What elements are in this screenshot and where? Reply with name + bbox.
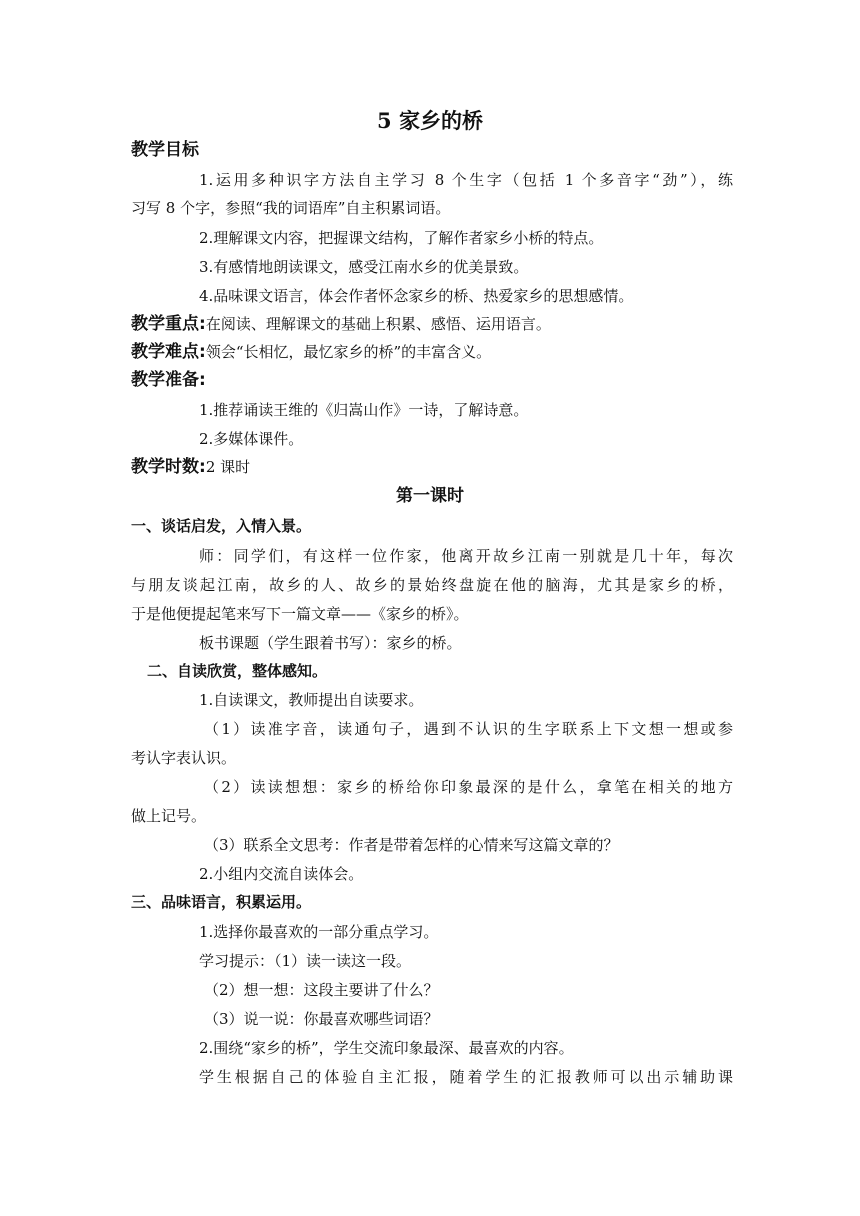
prep-item-1: 1.推荐诵读王维的《归嵩山作》一诗，了解诗意。 [199,401,529,419]
section-1-line-4: 板书课题（学生跟着书写）：家乡的桥。 [199,634,462,652]
section-2-line-3: 考认字表认识。 [131,749,237,767]
section-2-line-6: （3）联系全文思考：作者是带着怎样的心情来写这篇文章的？ [204,836,619,854]
prep-item-2: 2.多媒体课件。 [199,430,304,448]
key-point-label: 教学重点: [131,314,206,334]
difficulty-row [131,342,491,362]
section-3-line-2: 学习提示：（1）读一读这一段。 [199,952,412,970]
time-label: 教学时数: [131,457,206,477]
section-3-line-4: （3）说一说：你最喜欢哪些词语？ [204,1010,439,1028]
section-1-line-1: 师：同学们，有这样一位作家，他离开故乡江南一别就是几十年，每次 [199,547,733,565]
prep-heading: 教学准备: [131,370,206,390]
goal-1-line-2: 习写 8 个字，参照“我的词语库”自主积累词语。 [131,199,451,217]
difficulty-text: 领会“长相忆，最忆家乡的桥”的丰富含义。 [205,343,492,361]
section-1-line-2: 与朋友谈起江南，故乡的人、故乡的景始终盘旋在他的脑海，尤其是家乡的桥， [131,576,733,594]
section-2-line-5: 做上记号。 [131,807,207,825]
key-point-text: 在阅读、理解课文的基础上积累、感悟、运用语言。 [205,315,551,333]
section-3-line-6: 学生根据自己的体验自主汇报，随着学生的汇报教师可以出示辅助课 [199,1068,733,1086]
section-2-line-7: 2.小组内交流自读体会。 [199,865,364,883]
goal-4: 4.品味课文语言，体会作者怀念家乡的桥、热爱家乡的思想感情。 [199,287,634,305]
goals-heading: 教学目标 [131,140,199,160]
goal-3: 3.有感情地朗读课文，感受江南水乡的优美景致。 [199,258,529,276]
difficulty-label: 教学难点: [131,342,206,362]
section-2-line-2: （1）读准字音，读通句子，遇到不认识的生字联系上下文想一想或参 [204,720,733,738]
lesson-heading: 第一课时 [396,486,464,506]
section-3-line-5: 2.围绕“家乡的桥”，学生交流印象最深、最喜欢的内容。 [199,1039,574,1057]
section-2-heading: 二、自读欣赏，整体感知。 [147,662,328,680]
section-3-line-1: 1.选择你最喜欢的一部分重点学习。 [199,923,439,941]
section-2-line-1: 1.自读课文，教师提出自读要求。 [199,691,424,709]
time-text: 2 课时 [205,458,251,476]
section-1-heading: 一、谈话启发，入情入景。 [131,517,312,535]
goal-1-line-1: 1.运用多种识字方法自主学习 8 个生字（包括 1 个多音字“劲”），练 [199,171,733,189]
section-2-line-4: （2）读读想想：家乡的桥给你印象最深的是什么，拿笔在相关的地方 [204,778,733,796]
section-1-line-3: 于是他便提起笔来写下一篇文章——《家乡的桥》。 [131,605,469,623]
key-point-row [131,314,551,334]
time-row [131,457,250,477]
goal-2: 2.理解课文内容，把握课文结构，了解作者家乡小桥的特点。 [199,229,604,247]
section-3-heading: 三、品味语言，积累运用。 [131,893,312,911]
section-3-line-3: （2）想一想：这段主要讲了什么？ [204,981,439,999]
page-title: 5 家乡的桥 [377,108,483,133]
